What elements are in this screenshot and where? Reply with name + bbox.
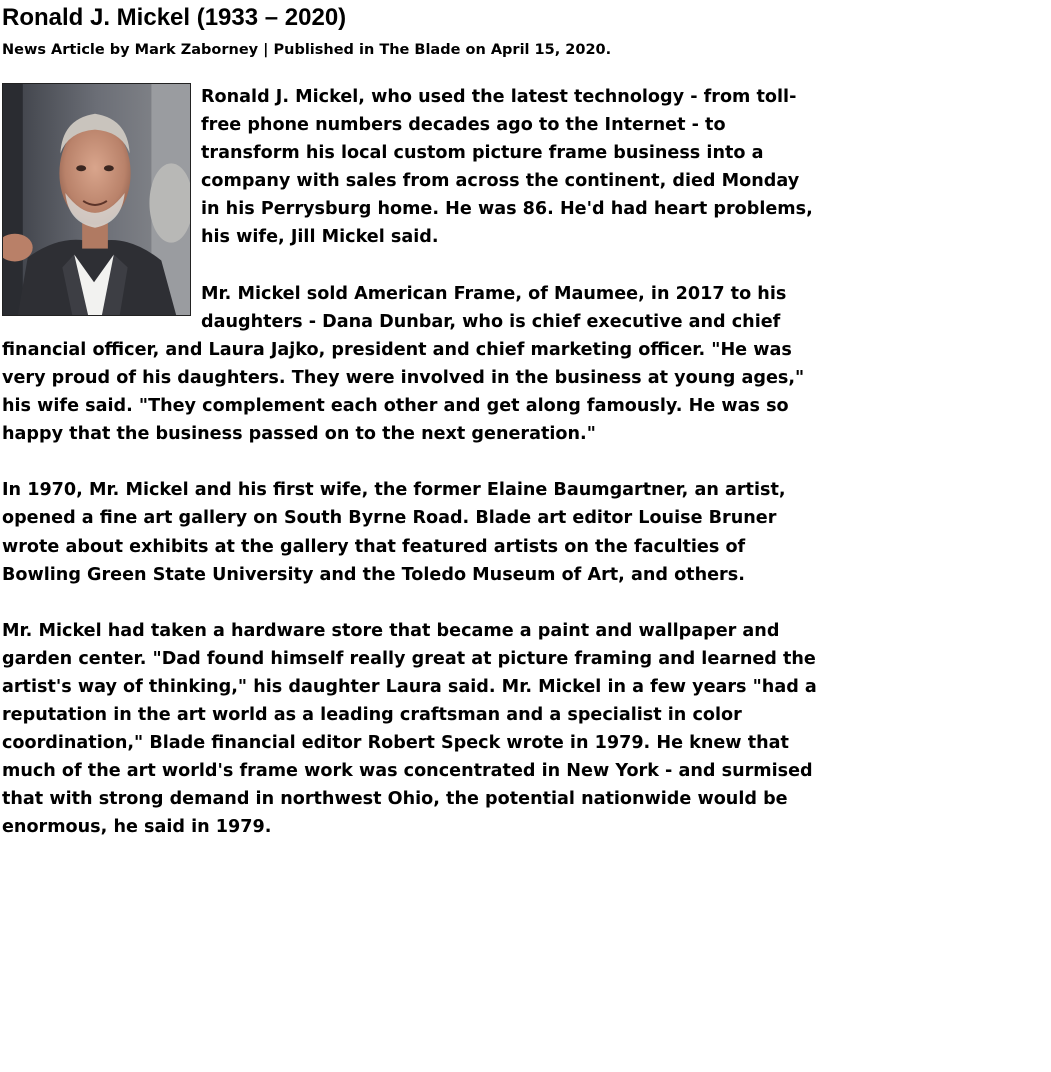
portrait-photo bbox=[2, 83, 191, 316]
article-body bbox=[2, 83, 822, 842]
page-title: Ronald J. Mickel (1933 – 2020) bbox=[2, 4, 347, 31]
paragraph-3: In 1970, Mr. Mickel and his first wife, the former Elaine Baumgartner, an artist, opened a fine art gallery on South Byrne Road. Blade art editor Louise Bruner wrote about exhibits at the gallery that featured artists on the faculties of Bowling Green State University and the Toledo Museum of Art, and others. bbox=[2, 480, 786, 585]
article-page bbox=[2, 0, 822, 870]
byline: News Article by Mark Zaborney | Published in The Blade on April 15, 2020. bbox=[2, 42, 612, 58]
paragraph-4: Mr. Mickel had taken a hardware store that became a paint and wallpaper and garden center. "Dad found himself really great at picture framing and learned the artist's way of thinking," his daughter Laura said. Mr. Mickel in a few years "had a reputation in the art world as a leading craftsman and a specialist in color coordination," Blade financial editor Robert Speck wrote in 1979. He knew that much of the art world's frame work was concentrated in New York - and surmised that with strong demand in northwest Ohio, the potential nationwide would be enormous, he said in 1979. bbox=[2, 620, 817, 838]
paragraph-1: Ronald J. Mickel, who used the latest technology - from toll-free phone numbers decades ago to the Internet - to transform his local custom picture frame business into a company with sales from across the continent, died Monday in his Perrysburg home. He was 86. He'd had heart problems, his wife, Jill Mickel said. bbox=[201, 87, 813, 248]
portrait-image bbox=[3, 84, 190, 315]
paragraph-2: Mr. Mickel sold American Frame, of Maumee, in 2017 to his daughters - Dana Dunbar, who is chief executive and chief financial officer, and Laura Jajko, president and chief marketing officer. "He was very proud of his daughters. They were involved in the business at young ages," his wife said. "They complement each other and get along famously. He was so happy that the business passed on to the next generation." bbox=[2, 283, 805, 445]
